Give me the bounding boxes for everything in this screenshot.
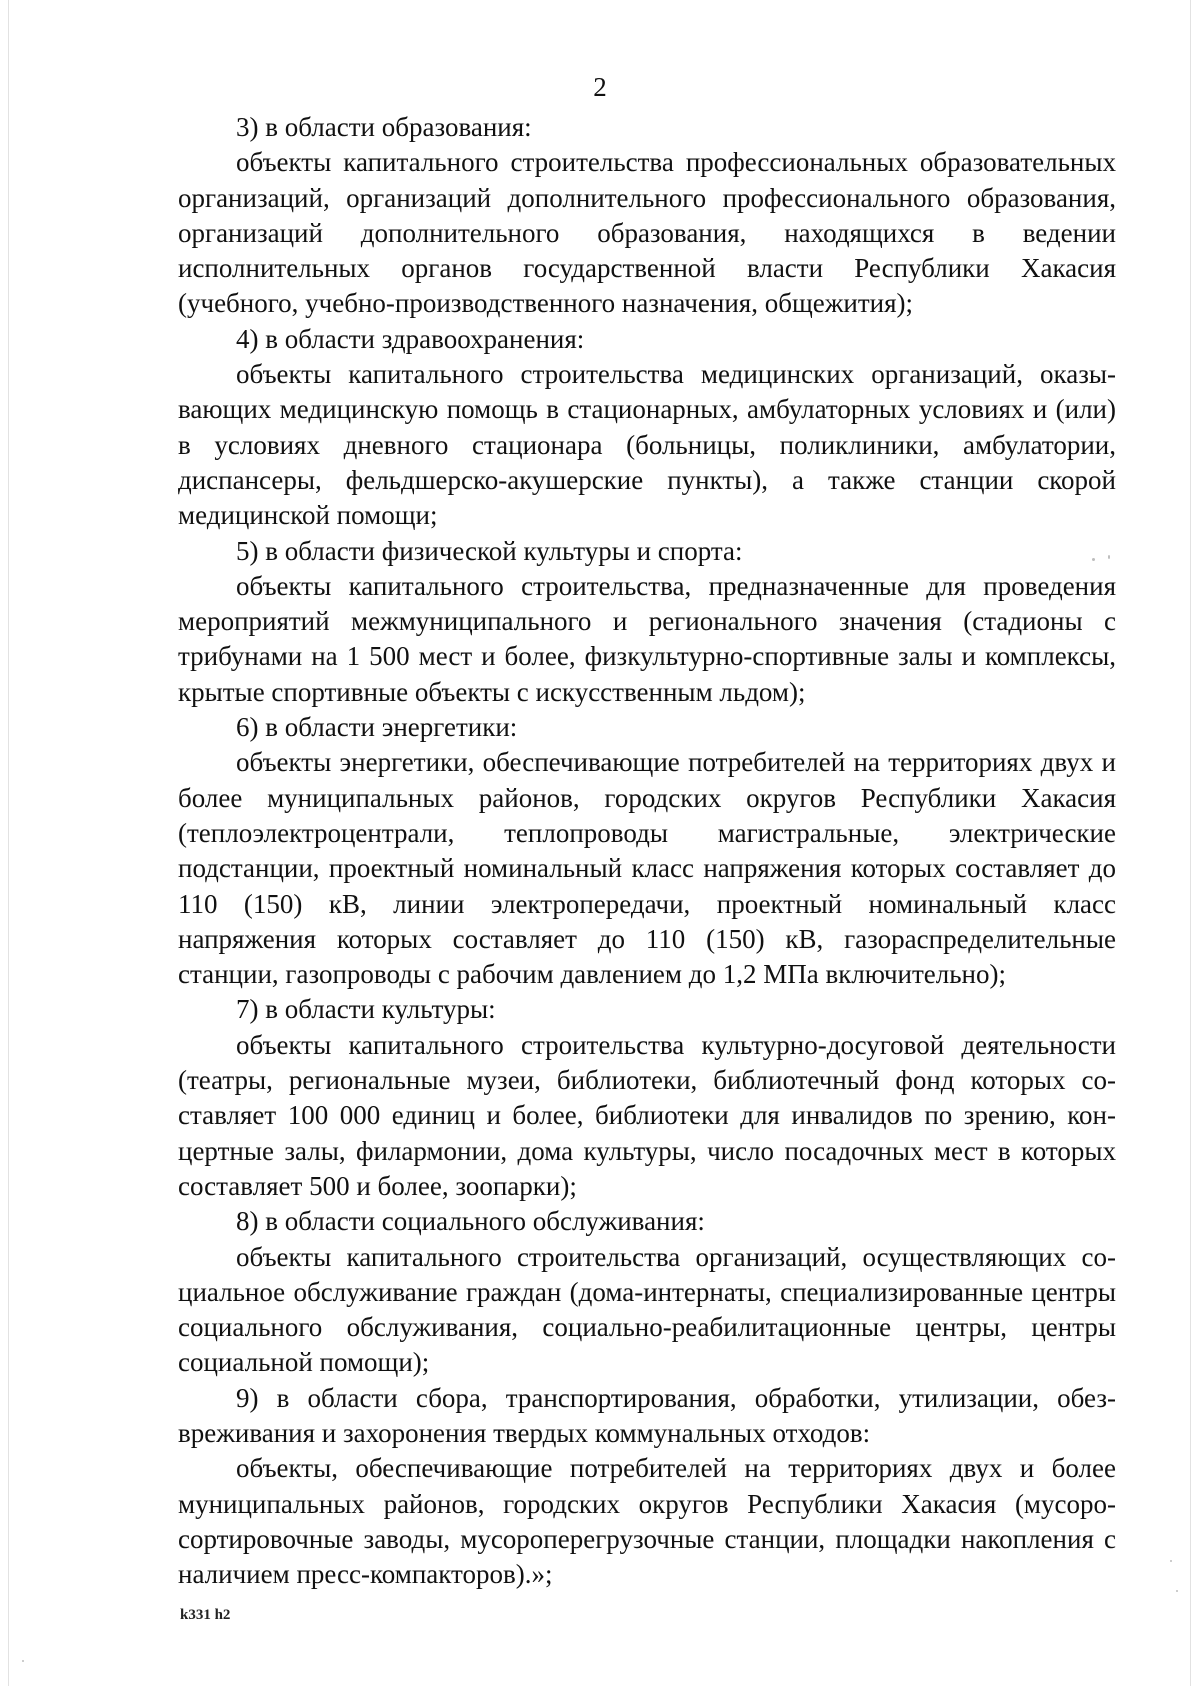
section-body-social-services: объекты капитального строительства организаций, осуществляющих социальное обслуживание граждан (дома-интернаты, специализированные центры социального обслуживания, социально-реабилитационные центры, центры социальной помощи);: [178, 1241, 1116, 1378]
section-body-sport: объекты капитального строительства, предназначенные для проведения мероприятий межмуниципального и регионального значения (стадионы с трибунами на 1 500 мест и более, физкультурно-спортивные залы и комплексы, крытые спортивные объекты с искусственным льдом);: [178, 570, 1116, 707]
scan-speck: [1176, 1590, 1178, 1592]
page-number: 2: [593, 72, 607, 102]
section-heading-social-services: 8) в области социального обслуживания:: [236, 1206, 705, 1237]
section-heading-energy: 6) в области энергетики:: [236, 712, 518, 743]
scan-speck: [1170, 1560, 1172, 1562]
section-heading-education: 3) в области образования:: [236, 112, 532, 142]
section-body-healthcare: объекты капитального строительства медицинских организаций, оказывающих медицинскую помощь в стационарных, амбулаторных условиях и (или) в условиях дневного стационара (больницы, поликлиники, амбулатории, диспансеры, фельдшерско-акушерские пункты), а также станции скорой медицинской помощи;: [178, 359, 1116, 531]
scan-speck: [22, 1660, 24, 1662]
scan-edge-left: [8, 0, 9, 1686]
section-heading-healthcare: 4) в области здравоохранения:: [236, 323, 585, 354]
document-code: k331 h2: [180, 1607, 231, 1623]
section-heading-sport: 5) в области физической культуры и спорта:: [236, 535, 743, 566]
scan-speck: [1092, 558, 1095, 561]
section-body-energy: объекты энергетики, обеспечивающие потребителей на территориях двух и более муниципальных районов, городских округов Республики Хакасия (теплоэлектроцентрали, теплопроводы магистральные, электрические подстанции, проектный номинальный класс напряжения которых составляет до 110 (150) кВ, линии электропередачи, проектный номинальный класс напряжения которых составляет до 110 (150) кВ, газораспределительные станции, газопроводы с рабочим давлением до 1,2 МПа включительно);: [178, 747, 1116, 990]
section-body-education: объекты капитального строительства профессиональных образовательных организаций, организаций дополнительного профессионального образования, организаций дополнительного образования, находящихся в ведении исполнительных органов государственной власти Республики Хакасия (учебного, учебно-производственного назначения, общежития);: [178, 147, 1116, 319]
section-heading-culture: 7) в области культуры:: [236, 994, 496, 1025]
section-heading-waste: 9) в области сбора, транспортирования, обработки, утилизации, обезвреживания и захоронения твердых коммунальных отходов:: [178, 1382, 1116, 1448]
section-body-culture: объекты капитального строительства культурно-досуговой деятельности (театры, региональные музеи, библиотеки, библиотечный фонд которых составляет 100 000 единиц и более, библиотеки для инвалидов по зрению, концертные залы, филармонии, дома культуры, число посадочных мест в которых составляет 500 и более, зоопарки);: [178, 1029, 1116, 1201]
section-body-waste: объекты, обеспечивающие потребителей на территориях двух и более муниципальных районов, городских округов Республики Хакасия (мусоросортировочные заводы, мусороперегрузочные станции, площадки накопления с наличием пресс-компакторов).»;: [178, 1453, 1116, 1590]
scan-speck: [1108, 555, 1110, 559]
document-body: [178, 110, 1116, 1592]
scan-edge-right: [1190, 0, 1191, 1686]
